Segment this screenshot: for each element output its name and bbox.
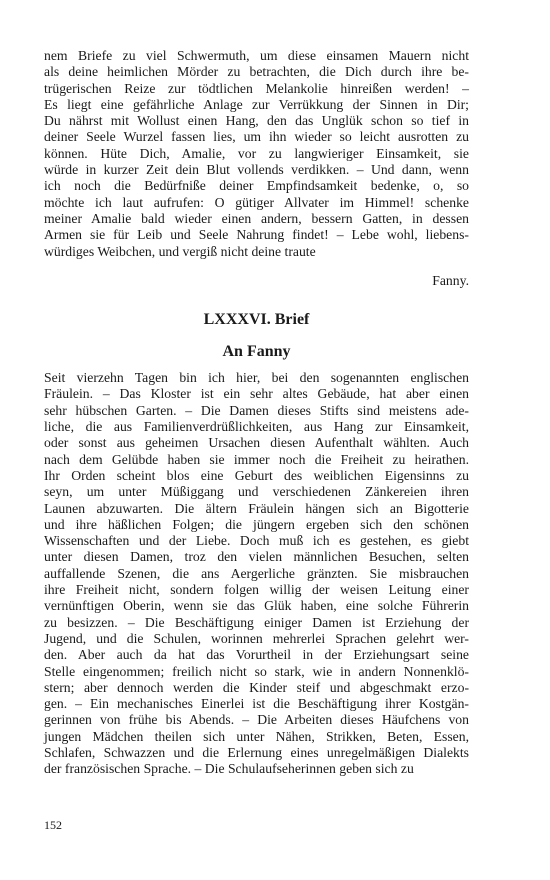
text-line: möchte ich laut aufrufen: O gütiger Allvater im Himmel! schenke (44, 194, 469, 210)
text-line: meiner Amalie bald wieder einen andern, bessern Gatten, in dessen (44, 210, 469, 226)
page-number: 152 (44, 818, 62, 832)
letter-text (44, 370, 469, 777)
text-line: gerinnen von frühe bis Abends. – Die Arbeiten dieses Häufchens von (44, 712, 469, 728)
text-line: können. Hüte Dich, Amalie, vor zu langwieriger Einsamkeit, sie (44, 145, 469, 161)
text-line: unter diesen Damen, troz den vielen männlichen Besuchen, selten (44, 549, 469, 565)
text-line: Ihr Orden scheint blos eine Geburt des weiblichen Eigensinns zu (44, 467, 469, 483)
text-line: gen. – Ein mechanisches Einerlei ist die Beschäftigung ihrer Kostgän- (44, 696, 469, 712)
letter-addressee-heading: An Fanny (222, 343, 291, 361)
text-line: Stelle eingenommen; freilich nicht so stark, wie in andern Nonnenklö- (44, 663, 469, 679)
text-line: Schlafen, Schwazzen und die Erlernung eines unregelmäßigen Dialekts (44, 744, 469, 760)
text-line: seyn, um unter Müßiggang und verschiedenen Zänkereien ihren (44, 484, 469, 500)
text-line: Wissenschaften und der Liebe. Doch muß ich es gestehen, es giebt (44, 533, 469, 549)
text-line: auffallende Szenen, die ans Aergerliche gränzten. Sie misbrauchen (44, 565, 469, 581)
text-line: oder sonst aus geheimen Ursachen diesen Aufenthalt wählten. Auch (44, 435, 469, 451)
text-line: und ihre häßlichen Folgen; die jüngern ergeben sich den schönen (44, 516, 469, 532)
text-line: Es liegt eine gefährliche Anlage zur Verrükkung der Sinnen in Dir; (44, 96, 469, 112)
text-line: den. Aber auch da hat das Vorurtheil in der Erziehungsart seine (44, 647, 469, 663)
text-line: als deine heimlichen Mörder zu betrachten, die Dich durch ihre be- (44, 64, 469, 80)
text-line: stern; aber dennoch werden die Kinder steif und abgeschmakt erzo- (44, 679, 469, 695)
text-line: Du nährst mit Wollust einen Hang, den das Unglük schon so tief in (44, 113, 469, 129)
text-line: Launen abzuwarten. Die ältern Fräulein hängen sich an Bigotterie (44, 500, 469, 516)
text-line: ihre Freiheit nicht, sondern folgen willig der weisen Leitung einer (44, 582, 469, 598)
text-line: vernünftigen Oberin, wenn sie das Glük haben, eine solche Führerin (44, 598, 469, 614)
text-line: trügerischen Reize zur tödtlichen Melankolie hinreißen werden! – (44, 80, 469, 96)
signature: Fanny. (432, 272, 469, 288)
text-line: zu besizzen. – Die Beschäftigung einiger Damen ist Erziehung der (44, 614, 469, 630)
text-line: würdiges Weibchen, und vergiß nicht deine traute (44, 243, 316, 259)
text-line: nem Briefe zu viel Schwermuth, um diese einsamen Mauern nicht (44, 48, 469, 63)
text-line: sehr hübschen Garten. – Die Damen dieses Stifts sind meistens ade- (44, 402, 469, 418)
text-line: ich noch die Bedürfniße deiner Empfindsamkeit bedenke, o, so (44, 178, 469, 194)
text-line: liche, die aus Familienverdrüßlichkeiten, aus Hang zur Einsamkeit, (44, 419, 469, 435)
text-line: Armen sie für Leib und Seele Nahrung findet! – Lebe wohl, liebens- (44, 227, 469, 243)
text-line: Seit vierzehn Tagen bin ich hier, bei den sogenannten englischen (44, 370, 469, 386)
text-line: nach dem Gelübde haben sie immer noch die Freiheit zu heirathen. (44, 451, 469, 467)
text-line: Jugend, und die Schulen, worinnen mehrerlei Sprachen gelehrt wer- (44, 630, 469, 646)
page-body (44, 48, 469, 778)
text-line: deiner Seele Wurzel fassen lies, um ihn wieder so leicht ausrotten zu (44, 129, 469, 145)
previous-letter-text (44, 48, 469, 260)
text-line: der französischen Sprache. – Die Schulaufseherinnen geben sich zu (44, 761, 414, 777)
letter-number-heading: LXXXVI. Brief (203, 311, 310, 329)
text-line: Fräulein. – Das Kloster ist ein sehr altes Gebäude, hat aber einen (44, 386, 469, 402)
text-line: würde in kurzer Zeit dein Blut vollends verdikken. – Und dann, wenn (44, 162, 469, 178)
text-line: jungen Mädchen theilen sich unter Nähen, Strikken, Beten, Essen, (44, 728, 469, 744)
